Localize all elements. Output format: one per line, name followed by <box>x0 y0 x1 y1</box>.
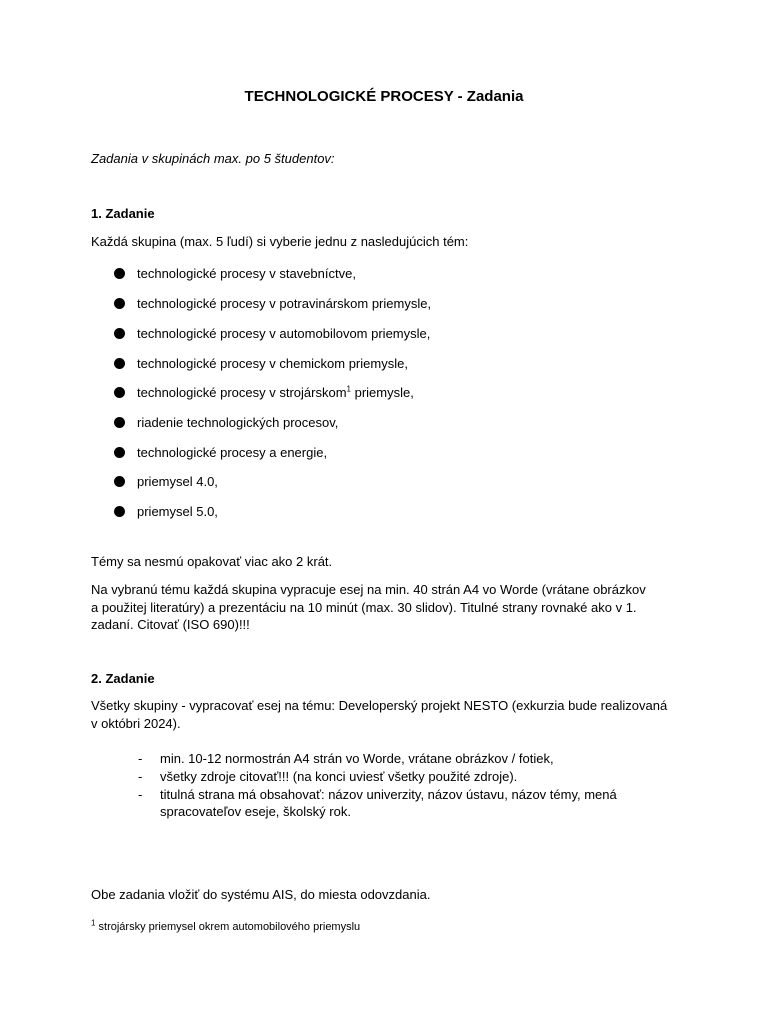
dash-marker: - <box>138 751 143 766</box>
bullet-icon <box>114 358 125 369</box>
dash-marker: - <box>138 769 143 784</box>
assignment-paragraph-line: Na vybranú tému každá skupina vypracuje esej na min. 40 strán A4 vo Worde (vrátane obrázkov <box>91 582 646 597</box>
footnote-ref: 1 <box>346 384 351 394</box>
document-title: TECHNOLOGICKÉ PROCESY - Zadania <box>244 88 524 105</box>
section1-lead: Každá skupina (max. 5 ľudí) si vyberie jednu z nasledujúcich tém: <box>91 234 469 249</box>
section2-lead-line: Všetky skupiny - vypracovať esej na tému: Developerský projekt NESTO (exkurzia bude realizovaná <box>91 698 668 713</box>
bullet-icon <box>114 298 125 309</box>
dash-marker: - <box>138 787 143 802</box>
bullet-icon <box>114 417 125 428</box>
list-item: - všetky zdroje citovať!!! (na konci uviesť všetky použité zdroje). <box>138 769 518 784</box>
section2-lead-line: v októbri 2024). <box>91 716 181 731</box>
list-item: priemysel 5.0, <box>114 504 218 519</box>
list-item: - titulná strana má obsahovať: názov univerzity, názov ústavu, názov témy, mená <box>138 787 617 802</box>
bullet-icon <box>114 447 125 458</box>
list-item-continuation: spracovateľov eseje, školský rok. <box>160 804 351 819</box>
list-item: technologické procesy a energie, <box>114 445 327 460</box>
footnote: $^1$ strojársky priemysel okrem automobilového priemyslu <box>91 918 361 933</box>
bullet-icon <box>114 506 125 517</box>
assignment-paragraph-line: zadaní. Citovať (ISO 690)!!! <box>91 617 250 632</box>
assignment-paragraph-line: a použitej literatúry) a prezentáciu na 10 minút (max. 30 slidov). Titulné strany rovnaké ako v 1. <box>91 600 637 615</box>
bullet-icon <box>114 268 125 279</box>
bullet-icon <box>114 476 125 487</box>
list-item: technologické procesy v automobilovom priemysle, <box>114 326 430 341</box>
closing-text: Obe zadania vložiť do systému AIS, do miesta odovzdania. <box>91 887 431 902</box>
list-item: technologické procesy v potravinárskom priemysle, <box>114 296 431 311</box>
intro-text: Zadania v skupinách max. po 5 študentov: <box>91 151 335 166</box>
footnote-marker: 1 <box>91 918 96 928</box>
section1-heading: 1. Zadanie <box>91 206 155 221</box>
section2-heading: 2. Zadanie <box>91 671 155 686</box>
repeat-note: Témy sa nesmú opakovať viac ako 2 krát. <box>91 554 333 569</box>
list-item: priemysel 4.0, <box>114 474 218 489</box>
list-item: technologické procesy v chemickom priemysle, <box>114 356 408 371</box>
bullet-icon <box>114 387 125 398</box>
bullet-icon <box>114 328 125 339</box>
list-item: - min. 10-12 normostrán A4 strán vo Worde, vrátane obrázkov / fotiek, <box>138 751 554 766</box>
list-item: technologické procesy v strojárskom$^1$ priemysle, <box>114 385 414 400</box>
list-item: technologické procesy v stavebníctve, <box>114 266 356 281</box>
list-item: riadenie technologických procesov, <box>114 415 338 430</box>
